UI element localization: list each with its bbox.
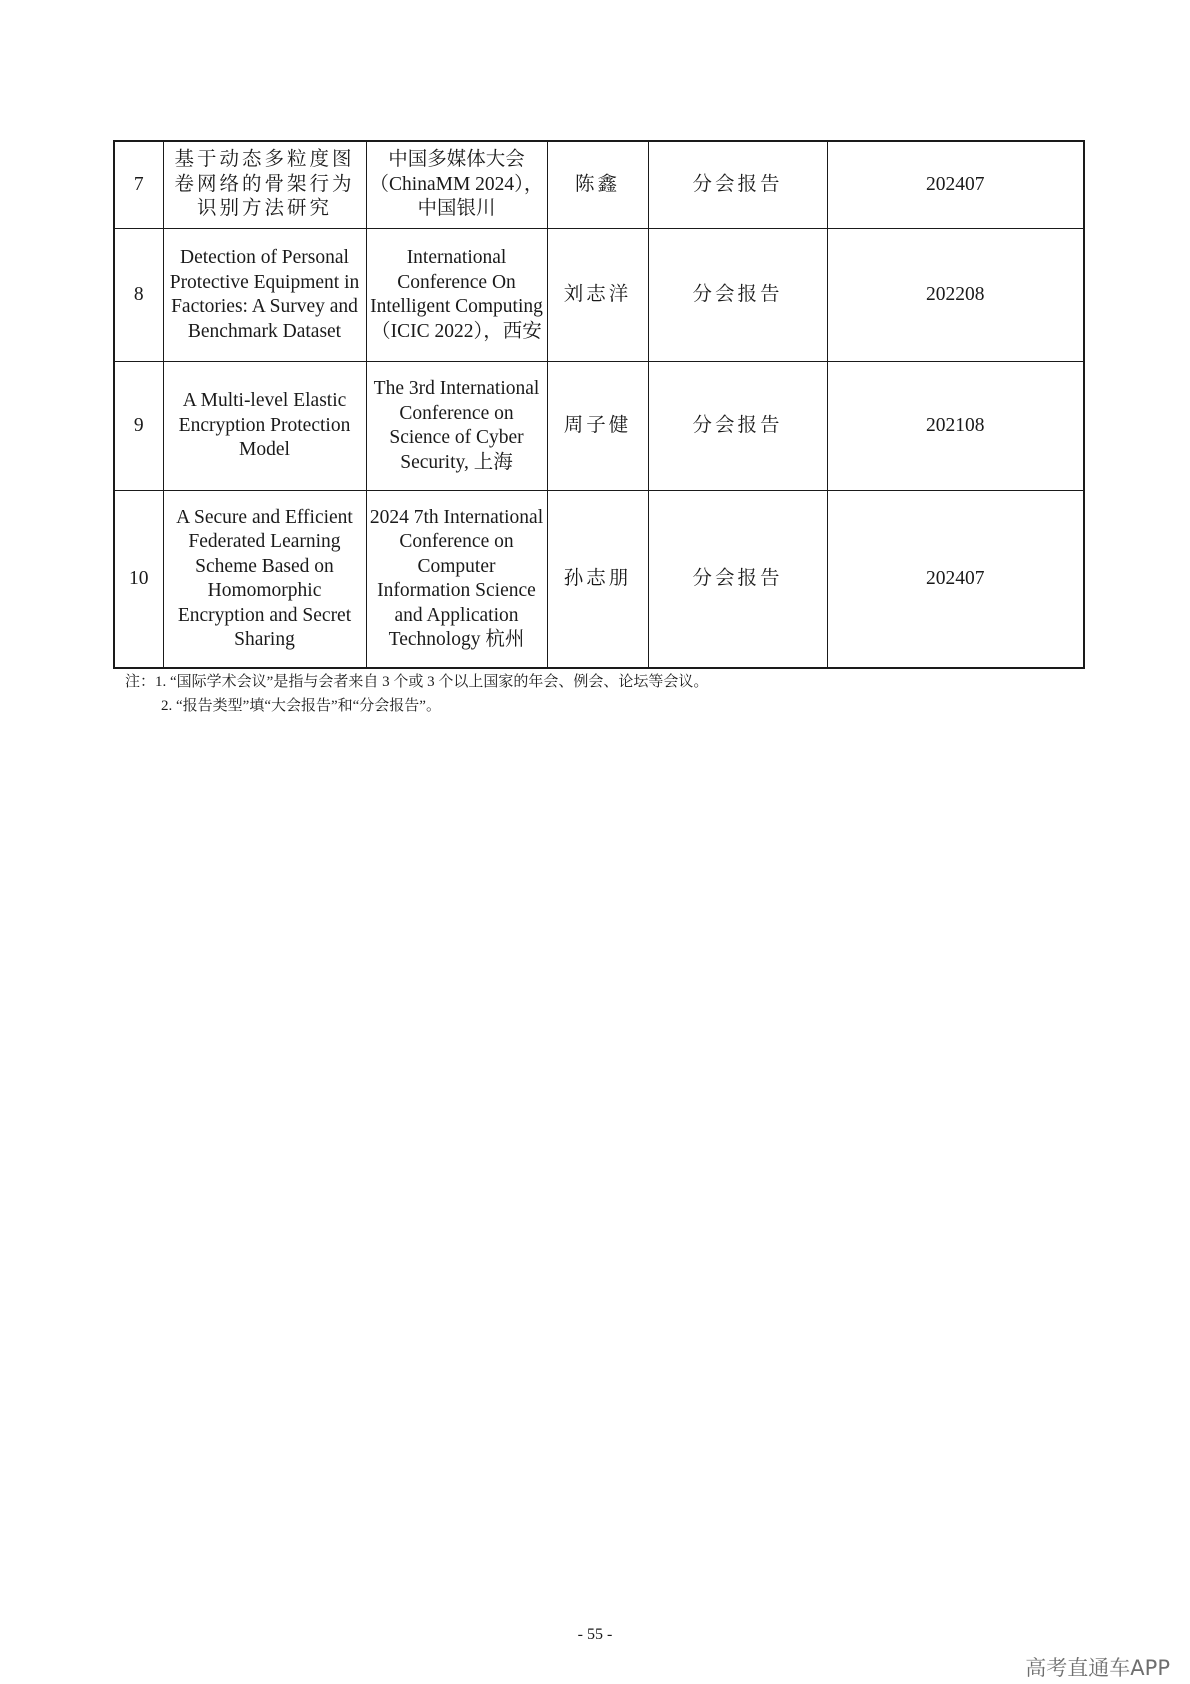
conference-report-table (113, 140, 1085, 669)
presenter-name: 陈鑫 (547, 141, 648, 229)
row-number: 10 (114, 491, 163, 669)
table-row (114, 229, 1084, 362)
conference-name: 中国多媒体大会（ChinaMM 2024），中国银川 (366, 141, 547, 229)
paper-title: Detection of Personal Protective Equipment in Factories: A Survey and Benchmark Dataset (163, 229, 366, 362)
report-type: 分会报告 (648, 491, 827, 669)
table-row (114, 141, 1084, 229)
table-notes (125, 670, 708, 718)
report-type: 分会报告 (648, 141, 827, 229)
presenter-name: 刘志洋 (547, 229, 648, 362)
presenter-name: 周子健 (547, 362, 648, 491)
paper-title: A Multi-level Elastic Encryption Protection Model (163, 362, 366, 491)
report-date: 202407 (827, 491, 1084, 669)
page-number: - 55 - (577, 1626, 613, 1643)
conference-name: 2024 7th International Conference on Computer Information Science and Application Technology 杭州 (366, 491, 547, 669)
presenter-name: 孙志朋 (547, 491, 648, 669)
paper-title: A Secure and Efficient Federated Learning Scheme Based on Homomorphic Encryption and Secret Sharing (163, 491, 366, 669)
report-type: 分会报告 (648, 362, 827, 491)
row-number: 9 (114, 362, 163, 491)
paper-title: 基于动态多粒度图卷网络的骨架行为识别方法研究 (163, 141, 366, 229)
report-date: 202108 (827, 362, 1084, 491)
report-date: 202407 (827, 141, 1084, 229)
row-number: 7 (114, 141, 163, 229)
conference-name: International Conference On Intelligent Computing（ICIC 2022），西安 (366, 229, 547, 362)
row-number: 8 (114, 229, 163, 362)
table-row (114, 362, 1084, 491)
conference-name: The 3rd International Conference on Science of Cyber Security, 上海 (366, 362, 547, 491)
report-date: 202208 (827, 229, 1084, 362)
note-2: 2. “报告类型”填“大会报告”和“分会报告”。 (161, 698, 441, 714)
note-1: 注：1. “国际学术会议”是指与会者来自 3 个或 3 个以上国家的年会、例会、论坛等会议。 (125, 674, 709, 690)
table-row (114, 491, 1084, 669)
app-watermark: 高考直通车APP (1025, 1656, 1170, 1680)
report-type: 分会报告 (648, 229, 827, 362)
